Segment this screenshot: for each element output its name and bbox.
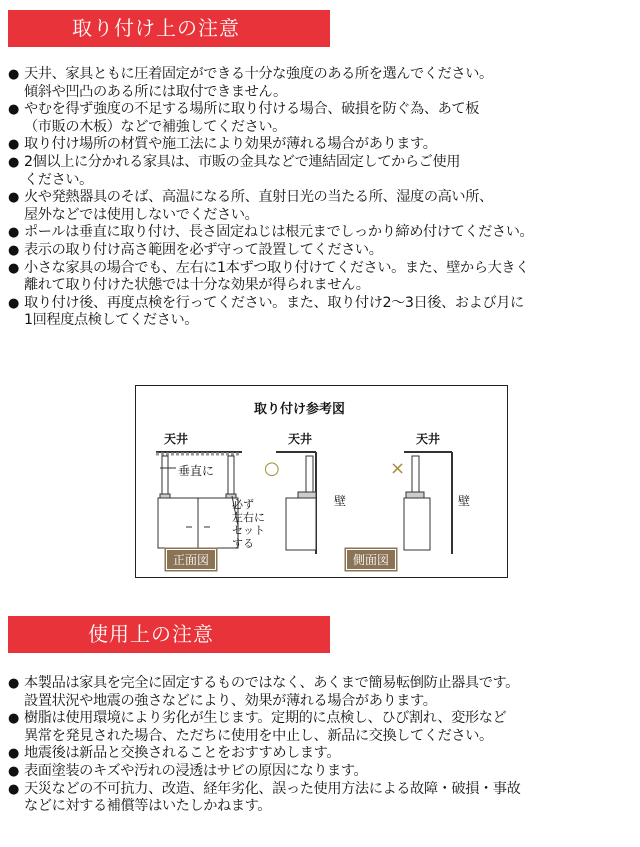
bullet-icon: ● xyxy=(8,102,19,118)
bullet-icon: ● xyxy=(8,225,19,241)
side-view-correct-drawing xyxy=(276,452,316,554)
installation-note-item-text: ください。 xyxy=(24,171,93,188)
correct-mark-icon: ○ xyxy=(264,458,280,479)
installation-note-item-text: 2個以上に分かれる家具は、市販の金具などで連結固定してからご使用 xyxy=(24,153,461,170)
section-heading-installation: 取り付け上の注意 xyxy=(8,10,330,47)
ceiling-label-side-correct: 天井 xyxy=(288,432,313,446)
bullet-icon: ● xyxy=(8,746,19,762)
usage-note-item-text: 本製品は家具を完全に固定するものではなく、あくまで簡易転倒防止器具です。 xyxy=(24,675,519,691)
bullet-icon: ● xyxy=(8,137,19,153)
bullet-icon: ● xyxy=(8,295,19,311)
bullet-icon: ● xyxy=(8,154,19,170)
wall-label-incorrect: 壁 xyxy=(458,494,471,508)
section-heading-usage: 使用上の注意 xyxy=(8,616,330,653)
installation-note-item-text: 1回程度点検してください。 xyxy=(24,312,199,329)
usage-note-item xyxy=(8,675,636,710)
installation-note-item-text: 取り付け後、再度点検を行ってください。また、取り付け2～3日後、および月に xyxy=(24,294,524,311)
installation-note-item-text: 屋外などでは使用しないでください。 xyxy=(24,206,259,223)
usage-note-item-text: 設置状況や地震の強さなどにより、効果が薄れる場合があります。 xyxy=(24,692,437,709)
usage-note-item-text: などに対する補償等はいたしかねます。 xyxy=(24,798,272,815)
installation-note-item xyxy=(8,154,636,189)
incorrect-mark-icon: × xyxy=(390,458,406,479)
must-set-line-4: する xyxy=(232,537,254,550)
installation-note-item xyxy=(8,66,636,101)
usage-note-item-text: 地震後は新品と交換されることをおすすめします。 xyxy=(24,745,341,762)
usage-note-item xyxy=(8,763,636,781)
usage-note-item-text: 異常を発見された場合、ただちに使用を中止し、新品に交換してください。 xyxy=(24,727,493,744)
installation-note-item xyxy=(8,101,636,136)
installation-note-item xyxy=(8,189,636,224)
bullet-icon: ● xyxy=(8,763,19,779)
side-view-incorrect-drawing xyxy=(404,452,452,554)
bullet-icon: ● xyxy=(8,711,19,727)
front-view-tag: 正面図 xyxy=(166,549,216,570)
installation-note-item xyxy=(8,224,636,242)
installation-note-item xyxy=(8,295,636,330)
usage-note-item xyxy=(8,781,636,816)
figure-title: 取り付け参考図 xyxy=(254,402,346,417)
ceiling-label-front: 天井 xyxy=(164,432,189,446)
installation-note-item-text: 取り付け場所の材質や施工法により効果が薄れる場合があります。 xyxy=(24,136,437,153)
installation-note-item-text: 離れて取り付けた状態では十分な効果が得られません。 xyxy=(24,277,370,294)
bullet-icon: ● xyxy=(8,242,19,258)
bullet-icon: ● xyxy=(8,190,19,206)
usage-note-item-text: 天災などの不可抗力、改造、経年劣化、誤った使用方法による故障・破損・事故 xyxy=(24,780,521,797)
wall-label-correct: 壁 xyxy=(334,494,347,508)
must-set-note xyxy=(232,498,265,550)
installation-note-item-text: ポールは垂直に取り付け、長さ固定ねじは根元までしっかり締め付けてください。 xyxy=(24,224,534,241)
installation-note-item-text: やむを得ず強度の不足する場所に取り付ける場合、破損を防ぐ為、あて板 xyxy=(24,101,479,118)
installation-note-item-text: 天井、家具ともに圧着固定ができる十分な強度のある所を選んでください。 xyxy=(24,66,493,82)
installation-note-item-text: 火や発熱器具のそば、高温になる所、直射日光の当たる所、湿度の高い所、 xyxy=(24,189,493,206)
bullet-icon: ● xyxy=(8,781,19,797)
bullet-icon: ● xyxy=(8,676,19,691)
installation-note-item-text: （市販の木板）などで補強してください。 xyxy=(24,118,286,135)
bullet-icon: ● xyxy=(8,67,19,82)
must-set-line-3: セット xyxy=(232,524,265,537)
installation-note-item xyxy=(8,260,636,295)
usage-note-item xyxy=(8,710,636,745)
side-view-tag: 側面図 xyxy=(346,549,396,570)
installation-note-item-text: 傾斜や凹凸のある所には取付できません。 xyxy=(24,83,287,100)
usage-note-item-text: 樹脂は使用環境により劣化が生じます。定期的に点検し、ひび割れ、変形など xyxy=(24,710,507,727)
installation-note-item xyxy=(8,242,636,260)
installation-note-item-text: 小さな家具の場合でも、左右に1本ずつ取り付けてください。また、壁から大きく xyxy=(24,259,529,276)
installation-notes-list xyxy=(8,66,636,330)
bullet-icon: ● xyxy=(8,260,19,276)
usage-note-item-text: 表面塗装のキズや汚れの浸透はサビの原因になります。 xyxy=(24,762,368,779)
must-set-line-1: 必ず xyxy=(232,498,254,511)
ceiling-label-side-incorrect: 天井 xyxy=(416,432,441,446)
installation-note-item-text: 表示の取り付け高さ範囲を必ず守って設置してください。 xyxy=(24,241,383,258)
usage-note-item xyxy=(8,745,636,763)
installation-note-item xyxy=(8,136,636,154)
usage-notes-list xyxy=(8,675,636,816)
installation-reference-figure xyxy=(135,385,508,578)
vertical-label: 垂直に xyxy=(178,464,215,478)
must-set-line-2: 左右に xyxy=(232,511,265,524)
